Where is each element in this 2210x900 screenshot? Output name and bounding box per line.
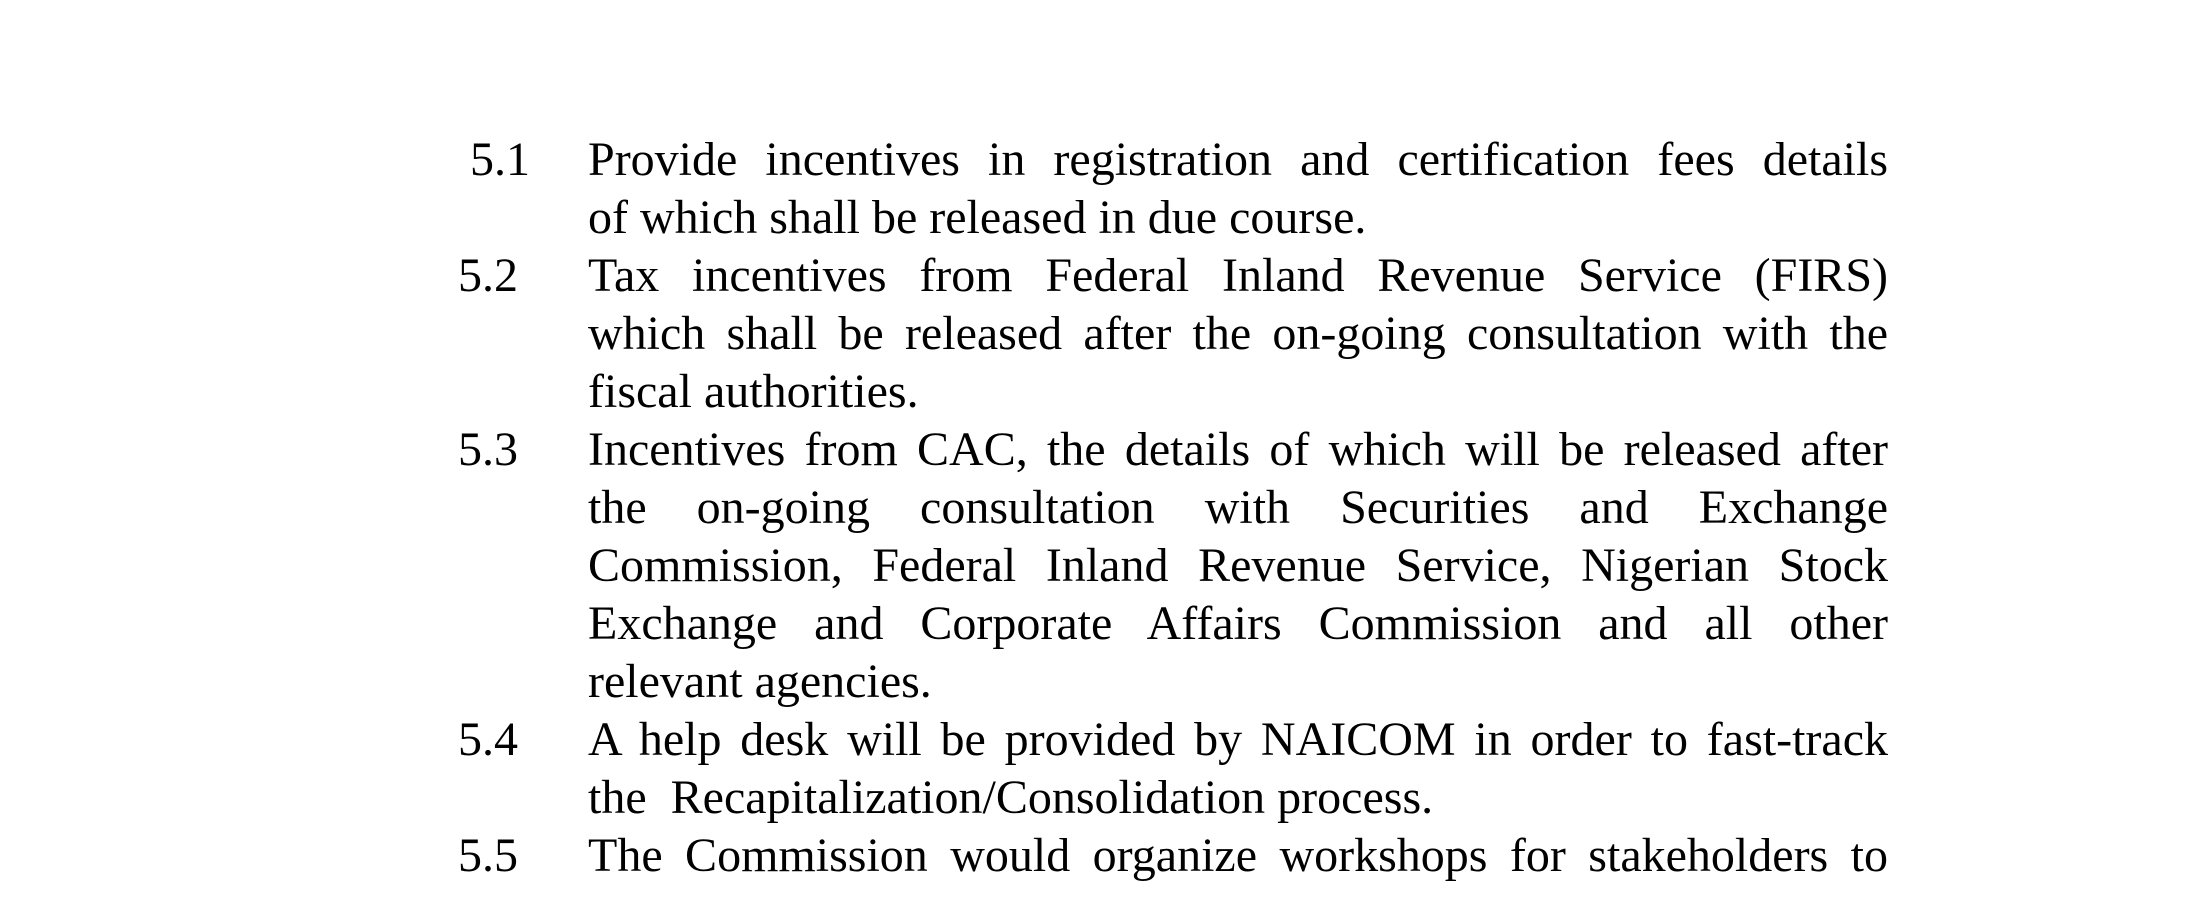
text-line: Tax incentives from Federal Inland Revenue Service (FIRS) <box>588 249 1888 302</box>
item-text <box>588 711 1888 827</box>
text-line: relevant agencies. <box>588 655 932 708</box>
item-number: 5.4 <box>458 713 518 766</box>
text-line: which shall be released after the on-going consultation with the <box>588 307 1888 360</box>
text-line: the Recapitalization/Consolidation process. <box>588 771 1434 824</box>
text-line: Exchange and Corporate Affairs Commission and all other <box>588 597 1888 650</box>
text-line: Provide incentives in registration and certification fees details <box>588 133 1888 186</box>
text-line: the on-going consultation with Securities and Exchange <box>588 481 1888 534</box>
text-line: Incentives from CAC, the details of which will be released after <box>588 423 1888 476</box>
item-number: 5.1 <box>470 133 530 186</box>
text-line: fiscal authorities. <box>588 365 919 418</box>
text-line: of which shall be released in due course. <box>588 191 1367 244</box>
item-number: 5.2 <box>458 249 518 302</box>
item-text <box>588 247 1888 421</box>
item-number: 5.3 <box>458 423 518 476</box>
item-text <box>588 131 1888 247</box>
item-text <box>588 827 1888 885</box>
text-line: Commission, Federal Inland Revenue Service, Nigerian Stock <box>588 539 1888 592</box>
item-number: 5.5 <box>458 829 518 882</box>
item-text <box>588 421 1888 711</box>
text-line: A help desk will be provided by NAICOM in order to fast-track <box>588 713 1888 766</box>
text-line: The Commission would organize workshops for stakeholders to <box>588 829 1888 882</box>
